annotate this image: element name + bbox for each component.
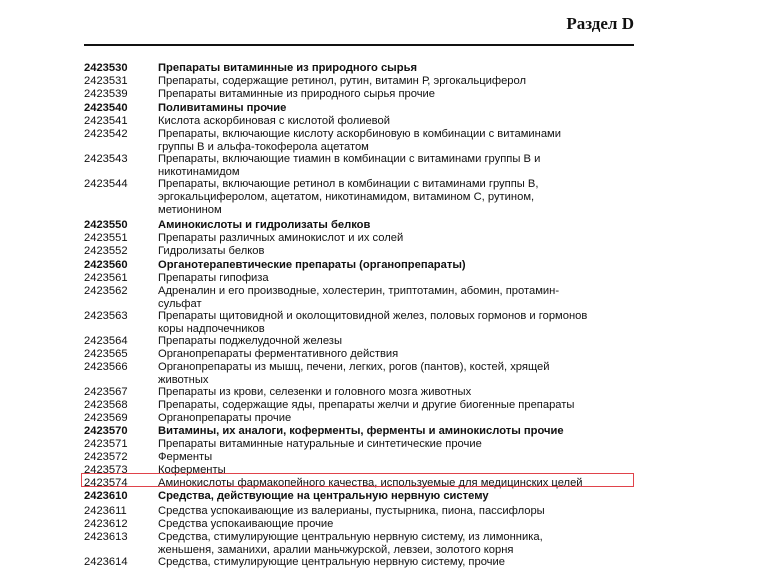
entry-description xyxy=(158,153,636,179)
entry-description xyxy=(158,219,636,232)
description-line: животных xyxy=(158,373,209,386)
description-line: Препараты гипофиза xyxy=(158,272,269,284)
description-line: Препараты витаминные из природного сырья xyxy=(158,62,417,74)
entry-code: 2423612 xyxy=(84,518,128,530)
entry-description xyxy=(158,451,636,464)
entry-description xyxy=(158,272,636,285)
entry-code: 2423540 xyxy=(84,102,128,114)
entry-code: 2423611 xyxy=(84,505,127,517)
description-line: Препараты различных аминокислот и их солей xyxy=(158,232,404,244)
entry-description xyxy=(158,490,636,503)
entry-description xyxy=(158,310,636,336)
entry-code: 2423530 xyxy=(84,62,128,74)
entry-description xyxy=(158,62,636,75)
description-line: Препараты витаминные из природного сырья прочие xyxy=(158,88,436,100)
entry-description xyxy=(158,505,636,518)
entry-description xyxy=(158,348,636,361)
entry-code: 2423551 xyxy=(84,232,128,244)
description-line: метионином xyxy=(158,203,222,216)
entry-code: 2423531 xyxy=(84,75,128,87)
description-line: Препараты из крови, селезенки и головного мозга животных xyxy=(158,386,472,398)
entry-description xyxy=(158,556,636,569)
entry-code: 2423567 xyxy=(84,386,128,398)
entry-code: 2423561 xyxy=(84,272,128,284)
entry-code: 2423569 xyxy=(84,412,128,424)
entry-description xyxy=(158,518,636,531)
entry-description xyxy=(158,115,636,128)
description-line: женьшеня, заманихи, аралии маньчжурской, левзеи, золотого корня xyxy=(158,543,514,556)
entry-code: 2423552 xyxy=(84,245,128,257)
entry-code: 2423543 xyxy=(84,153,128,165)
entry-description xyxy=(158,245,636,258)
description-line: Ферменты xyxy=(158,451,213,463)
entry-code: 2423610 xyxy=(84,490,128,502)
entry-description xyxy=(158,259,636,272)
entry-code: 2423564 xyxy=(84,335,128,347)
description-line: Средства, действующие на центральную нервную систему xyxy=(158,490,489,502)
entry-code: 2423550 xyxy=(84,219,128,231)
entry-description xyxy=(158,285,636,311)
entry-code: 2423544 xyxy=(84,178,128,190)
entry-code: 2423568 xyxy=(84,399,128,411)
entry-code: 2423566 xyxy=(84,361,128,373)
description-line: Органопрепараты ферментативного действия xyxy=(158,348,399,360)
description-line: сульфат xyxy=(158,297,202,310)
entry-code: 2423613 xyxy=(84,531,128,543)
entry-description xyxy=(158,335,636,348)
entry-code: 2423539 xyxy=(84,88,128,100)
description-line: Органотерапевтические препараты (органопрепараты) xyxy=(158,259,466,271)
entry-code: 2423563 xyxy=(84,310,128,322)
entry-description xyxy=(158,386,636,399)
description-line: коры надпочечников xyxy=(158,322,265,335)
entry-description xyxy=(158,178,636,216)
entry-description xyxy=(158,399,636,412)
description-line: Аминокислоты фармакопейного качества, используемые для медицинских целей xyxy=(158,477,583,489)
description-line: Препараты, включающие тиамин в комбинации с витаминами группы В и xyxy=(158,153,541,165)
header-rule xyxy=(84,44,634,46)
entry-description xyxy=(158,75,636,88)
highlight-box xyxy=(81,473,634,487)
description-line: Кислота аскорбиновая с кислотой фолиевой xyxy=(158,115,390,127)
description-line: эргокальциферолом, ацетатом, никотинамидом, витамином С, рутином, xyxy=(158,190,535,203)
description-line: Препараты, включающие кислоту аскорбиновую в комбинации с витаминами xyxy=(158,128,561,140)
description-line: Препараты витаминные натуральные и синтетические прочие xyxy=(158,438,482,450)
entry-code: 2423541 xyxy=(84,115,128,127)
description-line: Средства успокаивающие из валерианы, пустырника, пиона, пассифлоры xyxy=(158,505,545,517)
entry-code: 2423562 xyxy=(84,285,128,297)
description-line: Органопрепараты из мышц, печени, легких, рогов (пантов), костей, хрящей xyxy=(158,361,550,373)
entry-description xyxy=(158,88,636,101)
description-line: Средства, стимулирующие центральную нервную систему, из лимонника, xyxy=(158,531,543,543)
description-line: Препараты щитовидной и околощитовидной желез, половых гормонов и гормонов xyxy=(158,310,588,322)
entry-description xyxy=(158,438,636,451)
description-line: Витамины, их аналоги, коферменты, ферменты и аминокислоты прочие xyxy=(158,425,564,437)
section-title: Раздел D xyxy=(566,14,634,33)
description-line: Органопрепараты прочие xyxy=(158,412,292,424)
description-line: Адреналин и его производные, холестерин, триптотамин, абомин, протамин- xyxy=(158,285,560,297)
description-line: Коферменты xyxy=(158,464,226,476)
description-line: Препараты, содержащие ретинол, рутин, витамин Р, эргокальциферол xyxy=(158,75,527,87)
entry-description xyxy=(158,128,636,154)
entry-description xyxy=(158,361,636,387)
description-line: никотинамидом xyxy=(158,165,240,178)
entry-description xyxy=(158,232,636,245)
description-line: Средства успокаивающие прочие xyxy=(158,518,334,530)
description-line: Препараты, включающие ретинол в комбинации с витаминами группы В, xyxy=(158,178,539,190)
entry-code: 2423572 xyxy=(84,451,128,463)
description-line: Препараты поджелудочной железы xyxy=(158,335,342,347)
entry-code: 2423560 xyxy=(84,259,128,271)
entry-code: 2423573 xyxy=(84,464,128,476)
entry-description xyxy=(158,425,636,438)
entry-description xyxy=(158,412,636,425)
description-line: группы В и альфа-токоферола ацетатом xyxy=(158,140,369,153)
description-line: Аминокислоты и гидролизаты белков xyxy=(158,219,371,231)
entry-code: 2423571 xyxy=(84,438,128,450)
entry-code: 2423542 xyxy=(84,128,128,140)
description-line: Препараты, содержащие яды, препараты желчи и другие биогенные препараты xyxy=(158,399,575,411)
entry-code: 2423574 xyxy=(84,477,128,489)
entry-description xyxy=(158,531,636,557)
description-line: Поливитамины прочие xyxy=(158,102,287,114)
entry-code: 2423570 xyxy=(84,425,128,437)
entry-code: 2423614 xyxy=(84,556,128,568)
description-line: Средства, стимулирующие центральную нервную систему, прочие xyxy=(158,556,505,568)
entry-description xyxy=(158,102,636,115)
description-line: Гидролизаты белков xyxy=(158,245,265,257)
entry-code: 2423565 xyxy=(84,348,128,360)
